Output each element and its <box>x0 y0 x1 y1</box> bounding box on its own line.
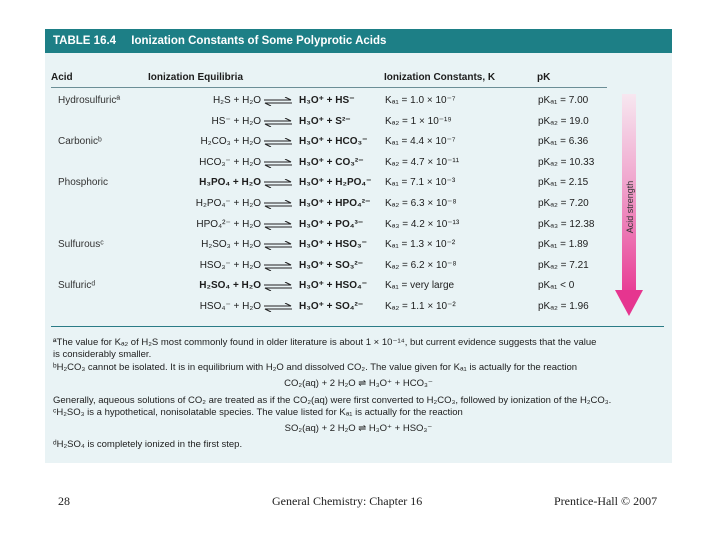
equilibrium-reactants: HPO₄²⁻ + H₂O <box>196 218 261 230</box>
ionization-constant: Kₐ₂ = 6.3 × 10⁻⁸ <box>385 198 457 209</box>
footer-page-number: 28 <box>58 494 70 508</box>
pk-value: pKₐ₂ = 19.0 <box>538 115 589 127</box>
ionization-constant: Kₐ₁ = 1.0 × 10⁻⁷ <box>385 95 456 106</box>
table-title-bar <box>45 29 672 53</box>
equilibrium-arrow-icon <box>263 241 293 250</box>
table-row <box>45 173 625 193</box>
equilibrium-products: H₃O⁺ + SO₄²⁻ <box>299 301 364 312</box>
equilibrium-products: H₃O⁺ + HSO₃⁻ <box>299 239 367 251</box>
table-row <box>45 112 625 132</box>
equilibrium-arrow-icon <box>263 303 293 312</box>
acid-strength-label: Acid strength <box>625 180 635 234</box>
ionization-constant: Kₐ₁ = 7.1 × 10⁻³ <box>385 177 456 189</box>
equilibrium-arrow-icon <box>263 179 293 188</box>
table-row <box>45 91 625 111</box>
pk-value: pKₐ₁ < 0 <box>538 280 575 292</box>
equilibrium-products: H₃O⁺ + HPO₄²⁻ <box>299 198 371 209</box>
footnote-a-line2: is considerably smaller. <box>53 349 152 360</box>
equilibrium-products: H₃O⁺ + CO₃²⁻ <box>299 156 364 168</box>
footnote-b-equation: CO₂(aq) + 2 H₂O ⇌ H₃O⁺ + HCO₃⁻ <box>284 378 433 389</box>
equilibrium-arrow-icon <box>263 221 293 230</box>
equilibrium-arrow-icon <box>263 118 293 127</box>
equilibrium-reactants: H₂S + H₂O <box>212 95 261 106</box>
acid-name: Phosphoric <box>58 177 109 189</box>
ionization-constant: Kₐ₂ = 4.7 × 10⁻¹¹ <box>385 156 460 168</box>
table-row <box>45 297 625 317</box>
ionization-constant: Kₐ₃ = 4.2 × 10⁻¹³ <box>385 218 460 230</box>
table-number: TABLE 16.4 <box>53 35 117 47</box>
equilibrium-reactants: H₂CO₃ + H₂O <box>200 136 261 148</box>
header-rule <box>51 87 607 88</box>
equilibrium-products: H₃O⁺ + HCO₃⁻ <box>299 136 368 148</box>
equilibrium-reactants: H₂SO₃ + H₂O <box>201 239 261 251</box>
pk-value: pKₐ₂ = 7.20 <box>538 198 589 209</box>
footnote-rule <box>51 326 664 327</box>
table-row <box>45 235 625 255</box>
pk-value: pKₐ₂ = 1.96 <box>538 301 589 312</box>
equilibrium-products: H₃O⁺ + S²⁻ <box>299 115 351 127</box>
equilibrium-products: H₃O⁺ + HS⁻ <box>299 95 355 106</box>
footnote-c-equation: SO₂(aq) + 2 H₂O ⇌ H₃O⁺ + HSO₃⁻ <box>284 423 433 434</box>
acid-name: Carbonicᵇ <box>58 136 102 148</box>
equilibrium-arrow-icon <box>263 138 293 147</box>
table-row <box>45 194 625 214</box>
table-row <box>45 153 625 173</box>
pk-value: pKₐ₂ = 7.21 <box>538 259 589 271</box>
ionization-constant: Kₐ₂ = 1 × 10⁻¹⁹ <box>385 115 452 127</box>
pk-value: pKₐ₁ = 7.00 <box>538 95 589 106</box>
footnote-a-line1: ªThe value for Kₐ₂ of H₂S most commonly found in older literature is about 1 × 10⁻¹⁴, but current evidence suggests that the value <box>53 337 597 348</box>
footnote-b-note: Generally, aqueous solutions of CO₂ are treated as if the CO₂(aq) were first converted to H₂CO₃, followed by ionization of the H₂CO₃. <box>53 395 612 406</box>
acid-name: Sulfuricᵈ <box>58 280 96 292</box>
equilibrium-reactants: H₂SO₄ + H₂O <box>199 280 261 292</box>
arrow-down-icon <box>615 290 643 316</box>
table-row <box>45 215 625 235</box>
footer-course: General Chemistry: Chapter 16 <box>272 494 423 508</box>
footnote-b: ᵇH₂CO₃ cannot be isolated. It is in equilibrium with H₂O and dissolved CO₂. The value given for Kₐ₁ is actually for the reaction <box>53 362 578 373</box>
equilibrium-reactants: HCO₃⁻ + H₂O <box>199 156 261 168</box>
header-acid: Acid <box>51 72 73 83</box>
equilibrium-products: H₃O⁺ + PO₄³⁻ <box>299 218 364 230</box>
equilibrium-arrow-icon <box>263 282 293 291</box>
pk-value: pKₐ₃ = 12.38 <box>538 218 595 230</box>
table-panel <box>45 29 672 463</box>
equilibrium-arrow-icon <box>263 262 293 271</box>
acid-name: Sulfurousᶜ <box>58 239 104 251</box>
equilibrium-products: H₃O⁺ + H₂PO₄⁻ <box>299 177 372 189</box>
header-constants: Ionization Constants, K <box>384 72 496 83</box>
acid-strength-indicator <box>615 86 643 326</box>
equilibrium-products: H₃O⁺ + HSO₄⁻ <box>299 280 368 292</box>
table-row <box>45 132 625 152</box>
table-title: Ionization Constants of Some Polyprotic Acids <box>131 35 387 47</box>
table-row <box>45 276 625 296</box>
equilibrium-arrow-icon <box>263 200 293 209</box>
pk-value: pKₐ₁ = 1.89 <box>538 239 589 251</box>
footnote-d: ᵈH₂SO₄ is completely ionized in the first step. <box>53 439 243 450</box>
ionization-constant: Kₐ₁ = 1.3 × 10⁻² <box>385 239 456 251</box>
ionization-constant: Kₐ₁ = 4.4 × 10⁻⁷ <box>385 136 456 148</box>
acid-name: Hydrosulfuricª <box>58 95 121 106</box>
table-row <box>45 256 625 276</box>
equilibrium-arrow-icon <box>263 159 293 168</box>
pk-value: pKₐ₁ = 6.36 <box>538 136 589 148</box>
header-pk: pK <box>537 72 551 83</box>
ionization-constant: Kₐ₂ = 6.2 × 10⁻⁸ <box>385 259 457 271</box>
equilibrium-reactants: HSO₃⁻ + H₂O <box>199 259 261 271</box>
equilibrium-products: H₃O⁺ + SO₃²⁻ <box>299 259 363 271</box>
footer-publisher: Prentice-Hall © 2007 <box>554 494 658 508</box>
header-equilibria: Ionization Equilibria <box>148 72 243 83</box>
pk-value: pKₐ₁ = 2.15 <box>538 177 589 189</box>
equilibrium-reactants: H₂PO₄⁻ + H₂O <box>195 198 261 209</box>
ionization-constant: Kₐ₂ = 1.1 × 10⁻² <box>385 301 456 312</box>
equilibrium-arrow-icon <box>263 97 293 106</box>
ionization-constant: Kₐ₁ = very large <box>385 280 455 292</box>
equilibrium-reactants: HS⁻ + H₂O <box>211 115 261 127</box>
footnote-c: ᶜH₂SO₃ is a hypothetical, nonisolatable species. The value listed for Kₐ₁ is actually for the reaction <box>53 407 463 418</box>
equilibrium-reactants: HSO₄⁻ + H₂O <box>199 301 261 312</box>
pk-value: pKₐ₂ = 10.33 <box>538 156 595 168</box>
equilibrium-reactants: H₃PO₄ + H₂O <box>199 177 261 189</box>
